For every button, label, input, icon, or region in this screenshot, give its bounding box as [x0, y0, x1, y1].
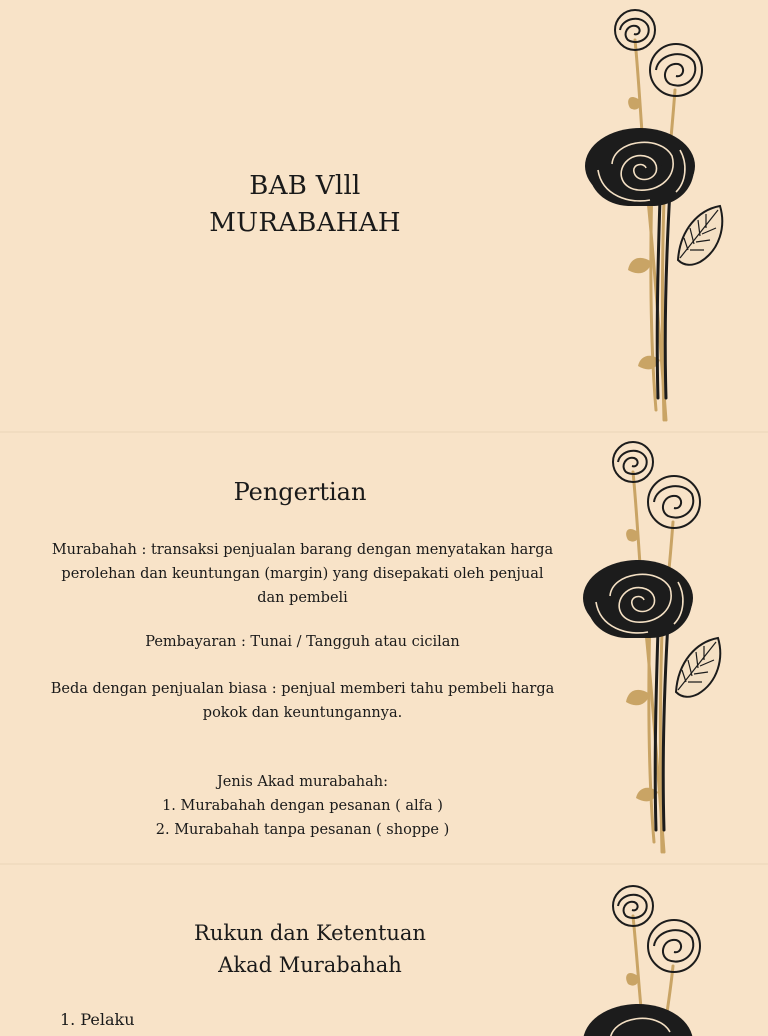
- list-item: 1. Pelaku: [60, 1010, 135, 1029]
- payment-paragraph: [30, 630, 575, 654]
- chapter-number: BAB Vlll: [249, 171, 361, 201]
- types-list: [30, 770, 575, 842]
- chapter-name: MURABAHAH: [209, 208, 401, 238]
- difference-line: Beda dengan penjualan biasa : penjual memberi tahu pembeli harga: [50, 681, 555, 697]
- definition-line: Murabahah : transaksi penjualan barang dengan menyatakan harga: [51, 542, 554, 558]
- definition-paragraph: [30, 538, 575, 610]
- payment-line: Pembayaran : Tunai / Tangguh atau cicilan: [145, 634, 460, 650]
- definition-line: dan pembeli: [257, 590, 348, 606]
- difference-paragraph: [30, 677, 575, 725]
- rose-bouquet-icon: [578, 432, 738, 864]
- list-item: 1. Murabahah dengan pesanan ( alfa ): [162, 798, 443, 814]
- slide-title: [0, 0, 768, 432]
- rose-bouquet-icon: [578, 876, 738, 1036]
- definition-line: perolehan dan keuntungan (margin) yang disepakati oleh penjual: [61, 566, 544, 582]
- difference-line: pokok dan keuntungannya.: [202, 705, 403, 721]
- section-heading-pengertian: Pengertian: [233, 478, 367, 506]
- chapter-title: [150, 168, 460, 242]
- rose-bouquet-icon: [580, 0, 740, 432]
- heading-line: Akad Murabahah: [218, 953, 402, 977]
- heading-line: Rukun dan Ketentuan: [194, 921, 426, 945]
- types-heading: Jenis Akad murabahah:: [216, 774, 388, 790]
- list-item: 2. Murabahah tanpa pesanan ( shoppe ): [155, 822, 450, 838]
- section-heading-rukun: [150, 917, 470, 981]
